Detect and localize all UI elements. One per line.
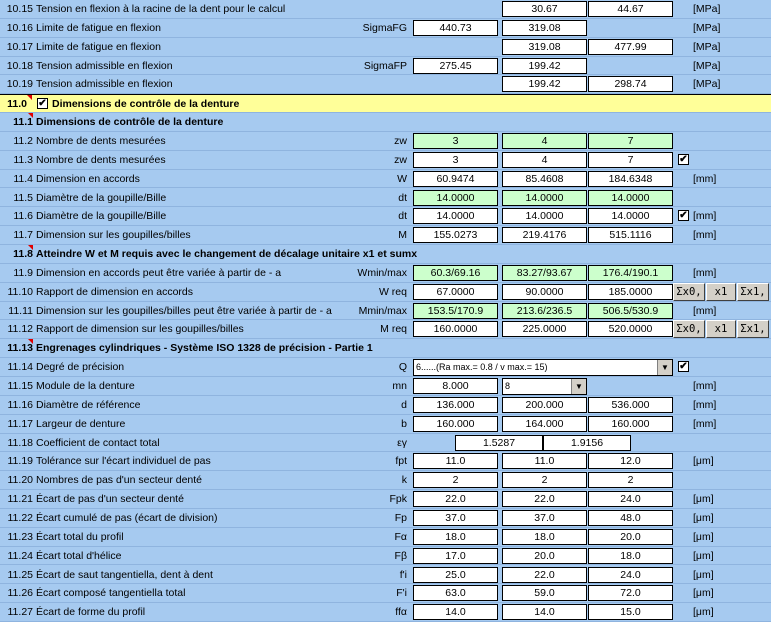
value-cell-3[interactable]: 14.0000	[588, 190, 673, 206]
row-number: 10.15	[6, 3, 33, 15]
value-cell-3[interactable]: 12.0	[588, 453, 673, 469]
row-unit: [μm]	[693, 606, 714, 619]
checkbox[interactable]: ✔	[679, 210, 688, 222]
row-unit: [MPa]	[693, 3, 721, 15]
value-cell-1[interactable]: 37.0	[413, 510, 498, 526]
row-label: Écart total du profil	[36, 530, 124, 543]
value-cell-2[interactable]: 37.0	[502, 510, 587, 526]
row-label: Nombres de pas d'un secteur denté	[36, 474, 203, 487]
value-cell-2[interactable]: 14.0000	[502, 190, 587, 206]
row-label: Rapport de dimension sur les goupilles/billes	[36, 323, 244, 336]
row-unit: [MPa]	[693, 21, 721, 34]
row-symbol: W req	[378, 285, 407, 298]
row-unit: [mm]	[693, 172, 717, 185]
section-checkbox[interactable]: ✔	[38, 98, 47, 110]
value-cell-2[interactable]: 199.42	[502, 76, 587, 92]
table-row	[0, 320, 771, 339]
row-number: 11.15	[7, 380, 33, 392]
sum-x1-button[interactable]: Σx1,	[737, 320, 769, 338]
row-symbol: SigmaFP	[363, 59, 407, 72]
row-unit: [μm]	[693, 493, 714, 506]
table-row	[0, 415, 771, 434]
table-row	[0, 377, 771, 396]
row-number: 11.13	[7, 342, 33, 355]
table-row	[0, 528, 771, 547]
value-cell-2[interactable]: 319.08	[502, 39, 587, 55]
value-cell-1[interactable]: 155.0273	[413, 227, 498, 243]
row-label: Tolérance sur l'écart individuel de pas	[36, 455, 211, 468]
comment-marker	[28, 245, 33, 250]
value-cell-1[interactable]: 160.0000	[413, 321, 498, 337]
value-cell-2[interactable]: 213.6/236.5	[502, 303, 587, 319]
dropdown-value: 6......(Ra max.= 0.8 / v max.= 15)	[416, 362, 548, 373]
row-unit: [μm]	[693, 511, 714, 524]
row-label: Degré de précision	[36, 361, 125, 374]
table-row	[0, 358, 771, 377]
table-row	[0, 0, 771, 19]
row-unit: [mm]	[693, 380, 717, 392]
row-number: 11.19	[7, 455, 33, 468]
value-cell-2[interactable]: 199.42	[502, 58, 587, 74]
row-symbol: εγ	[397, 436, 407, 449]
value-cell-2[interactable]: 164.000	[502, 416, 587, 432]
value-cell-1[interactable]: 2	[413, 472, 498, 488]
value-cell-3[interactable]: 14.0000	[588, 208, 673, 224]
value-cell-2[interactable]: 4	[502, 152, 587, 168]
row-unit: [μm]	[693, 587, 714, 600]
value-cell-3[interactable]: 184.6348	[588, 171, 673, 187]
row-label: Écart composé tangentiella total	[36, 587, 186, 600]
value-cell-1[interactable]: 60.3/69.16	[413, 265, 498, 281]
row-unit: [MPa]	[693, 59, 721, 72]
section-number: 11.0	[7, 98, 27, 111]
chevron-down-icon[interactable]: ▼	[657, 360, 672, 375]
value-cell-2[interactable]: 200.000	[502, 397, 587, 413]
row-number: 11.18	[7, 436, 33, 449]
row-label: Rapport de dimension en accords	[36, 285, 194, 298]
value-cell-3[interactable]: 176.4/190.1	[588, 265, 673, 281]
value-cell-2[interactable]: 22.0	[502, 491, 587, 507]
row-unit: [mm]	[693, 229, 717, 242]
value-cell-3[interactable]: 298.74	[588, 76, 673, 92]
value-cell-2[interactable]: 11.0	[502, 453, 587, 469]
precision-dropdown[interactable]	[413, 359, 673, 376]
value-cell-1[interactable]: 440.73	[413, 20, 498, 36]
row-symbol: Wmin/max	[357, 266, 407, 279]
row-number: 11.27	[7, 606, 33, 619]
value-cell-1[interactable]: 18.0	[413, 529, 498, 545]
table-row	[0, 151, 771, 170]
row-symbol: d	[401, 398, 407, 411]
value-cell-2[interactable]: 225.0000	[502, 321, 587, 337]
row-number: 11.9	[13, 266, 33, 279]
row-label: Écart total d'hélice	[36, 549, 122, 562]
row-symbol: M req	[380, 323, 407, 336]
table-row	[0, 264, 771, 283]
module-dropdown[interactable]	[502, 378, 587, 395]
row-number: 11.26	[7, 587, 33, 600]
row-label: Tension admissible en flexion	[36, 78, 173, 91]
table-row	[0, 19, 771, 38]
row-number: 11.6	[13, 210, 33, 223]
table-row	[0, 452, 771, 471]
sum-x1-button[interactable]: Σx1,	[737, 283, 769, 301]
table-row	[0, 57, 771, 76]
value-cell-2[interactable]: 59.0	[502, 585, 587, 601]
row-number: 11.20	[7, 474, 33, 487]
row-symbol: M	[398, 229, 407, 242]
row-unit: [μm]	[693, 568, 714, 581]
value-cell-3[interactable]: 72.0	[588, 585, 673, 601]
table-row	[0, 38, 771, 57]
row-symbol: F'i	[396, 587, 407, 600]
value-cell-3[interactable]: 18.0	[588, 548, 673, 564]
contact-ratio-2[interactable]: 1.9156	[543, 435, 631, 451]
row-label: Tension en flexion à la racine de la dent pour le calcul	[36, 3, 286, 15]
value-cell-1[interactable]: 60.9474	[413, 171, 498, 187]
row-number: 11.21	[7, 493, 33, 506]
value-cell-1[interactable]: 22.0	[413, 491, 498, 507]
table-row	[0, 584, 771, 603]
row-label: Dimension sur les goupilles/billes	[36, 229, 191, 242]
row-symbol: zw	[394, 153, 407, 166]
row-label: Écart de forme du profil	[36, 606, 146, 619]
value-cell-1[interactable]: 63.0	[413, 585, 498, 601]
value-cell-3[interactable]: 477.99	[588, 39, 673, 55]
row-number: 11.16	[7, 398, 33, 411]
table-row	[0, 547, 771, 566]
chevron-down-icon[interactable]: ▼	[571, 379, 586, 394]
value-cell-2[interactable]: 4	[502, 133, 587, 149]
contact-ratio-1[interactable]: 1.5287	[455, 435, 543, 451]
value-cell-1[interactable]: 275.45	[413, 58, 498, 74]
row-symbol: dt	[398, 191, 407, 204]
value-cell-2[interactable]: 30.67	[502, 1, 587, 17]
section-title: Dimensions de contrôle de la denture	[36, 116, 224, 129]
value-cell-3[interactable]: 20.0	[588, 529, 673, 545]
section-row	[0, 339, 771, 358]
table-row	[0, 566, 771, 585]
value-cell-1[interactable]: 25.0	[413, 567, 498, 583]
row-number: 11.11	[8, 304, 33, 317]
table-row	[0, 189, 771, 208]
section-title: Engrenages cylindriques - Système ISO 1328 de précision - Partie 1	[36, 342, 373, 355]
row-label: Largeur de denture	[36, 417, 126, 430]
value-cell-3[interactable]: 24.0	[588, 567, 673, 583]
table-row	[0, 434, 771, 453]
row-number: 11.24	[7, 549, 33, 562]
row-symbol: f'i	[399, 568, 407, 581]
row-number: 11.4	[13, 172, 33, 185]
value-cell-1[interactable]: 136.000	[413, 397, 498, 413]
value-cell-3[interactable]: 7	[588, 133, 673, 149]
value-cell-1[interactable]: 14.0000	[413, 190, 498, 206]
table-row	[0, 396, 771, 415]
table-row	[0, 132, 771, 151]
table-row	[0, 471, 771, 490]
value-cell-1[interactable]: 11.0	[413, 453, 498, 469]
value-cell-3[interactable]: 48.0	[588, 510, 673, 526]
row-symbol: Mmin/max	[358, 304, 407, 317]
row-unit: [μm]	[693, 455, 714, 468]
table-row	[0, 603, 771, 622]
row-number: 10.16	[6, 21, 33, 34]
value-cell-2[interactable]: 90.0000	[502, 284, 587, 300]
row-unit: [mm]	[693, 266, 717, 279]
row-label: Dimension sur les goupilles/billes peut être variée à partir de - a	[36, 304, 332, 317]
row-number: 10.19	[6, 78, 33, 91]
value-cell-1[interactable]: 14.0000	[413, 208, 498, 224]
row-unit: [μm]	[693, 549, 714, 562]
section-row	[0, 245, 771, 264]
value-cell-1[interactable]: 67.0000	[413, 284, 498, 300]
value-cell-2[interactable]: 219.4176	[502, 227, 587, 243]
table-row	[0, 490, 771, 509]
row-label: Écart de saut tangentiella, dent à dent	[36, 568, 213, 581]
row-symbol: Fβ	[394, 549, 407, 562]
row-symbol: Fpk	[389, 493, 407, 506]
value-cell-2[interactable]: 22.0	[502, 567, 587, 583]
row-number: 11.3	[13, 153, 33, 166]
section-title: Dimensions de contrôle de la denture	[52, 98, 240, 111]
row-symbol: ffα	[395, 606, 407, 619]
row-number: 11.22	[7, 511, 33, 524]
row-label: Diamètre de la goupille/Bille	[36, 210, 167, 223]
value-cell-2[interactable]: 319.08	[502, 20, 587, 36]
row-unit: [mm]	[693, 398, 717, 411]
row-symbol: zw	[394, 134, 407, 147]
dropdown-value: 8	[505, 381, 511, 391]
row-label: Diamètre de référence	[36, 398, 141, 411]
value-cell-2[interactable]: 14.0	[502, 604, 587, 620]
row-unit: [MPa]	[693, 78, 721, 91]
comment-marker	[27, 95, 32, 100]
row-number: 10.17	[6, 40, 33, 53]
section-title: Atteindre W et M requis avec le changement de décalage unitaire x1 et sumx	[36, 248, 418, 261]
value-cell-1[interactable]: 3	[413, 133, 498, 149]
value-cell-2[interactable]: 18.0	[502, 529, 587, 545]
row-label: Module de la denture	[36, 380, 135, 392]
value-cell-1[interactable]: 153.5/170.9	[413, 303, 498, 319]
table-row	[0, 283, 771, 302]
value-cell-1[interactable]: 14.0	[413, 604, 498, 620]
row-label: Dimension en accords	[36, 172, 140, 185]
row-number: 11.23	[7, 530, 33, 543]
value-cell-1[interactable]: 160.000	[413, 416, 498, 432]
row-unit: [μm]	[693, 530, 714, 543]
row-number: 11.10	[7, 285, 33, 298]
table-row	[0, 302, 771, 321]
row-number: 11.14	[7, 361, 33, 374]
row-unit: [mm]	[693, 417, 717, 430]
comment-marker	[28, 339, 33, 344]
value-cell-3[interactable]: 185.0000	[588, 284, 673, 300]
table-row	[0, 170, 771, 189]
row-label: Tension admissible en flexion	[36, 59, 173, 72]
value-cell-2[interactable]: 14.0000	[502, 208, 587, 224]
value-cell-3[interactable]: 160.000	[588, 416, 673, 432]
row-number: 11.17	[7, 417, 33, 430]
row-symbol: W	[397, 172, 407, 185]
section-header-11	[0, 94, 771, 113]
value-cell-1[interactable]: 8.000	[413, 378, 498, 394]
row-number: 10.18	[6, 59, 33, 72]
row-label: Écart cumulé de pas (écart de division)	[36, 511, 218, 524]
table-row	[0, 226, 771, 245]
value-cell-3[interactable]: 44.67	[588, 1, 673, 17]
row-symbol: b	[401, 417, 407, 430]
sum-x0-button[interactable]: Σx0,	[673, 320, 705, 338]
value-cell-3[interactable]: 24.0	[588, 491, 673, 507]
row-number: 11.2	[13, 134, 33, 147]
value-cell-3[interactable]: 515.1116	[588, 227, 673, 243]
value-cell-3[interactable]: 15.0	[588, 604, 673, 620]
row-symbol: fpt	[395, 455, 407, 468]
row-symbol: Q	[398, 361, 407, 374]
value-cell-3[interactable]: 2	[588, 472, 673, 488]
row-number: 11.25	[7, 568, 33, 581]
value-cell-3[interactable]: 7	[588, 152, 673, 168]
value-cell-1[interactable]: 17.0	[413, 548, 498, 564]
row-label: Diamètre de la goupille/Bille	[36, 191, 167, 204]
x1-button[interactable]: x1	[706, 320, 736, 338]
row-unit: [mm]	[693, 210, 717, 223]
row-number: 11.12	[7, 323, 33, 336]
section-row	[0, 113, 771, 132]
row-symbol: Fα	[394, 530, 407, 543]
value-cell-2[interactable]: 20.0	[502, 548, 587, 564]
row-symbol: dt	[398, 210, 407, 223]
row-unit: [MPa]	[693, 40, 721, 53]
row-number: 11.7	[13, 229, 33, 242]
row-label: Coefficient de contact total	[36, 436, 160, 449]
x1-button[interactable]: x1	[706, 283, 736, 301]
checkbox[interactable]: ✔	[679, 153, 688, 165]
value-cell-3[interactable]: 506.5/530.9	[588, 303, 673, 319]
row-number: 11.5	[13, 191, 33, 204]
table-row	[0, 75, 771, 94]
sum-x0-button[interactable]: Σx0,	[673, 283, 705, 301]
value-cell-2[interactable]: 85.4608	[502, 171, 587, 187]
comment-marker	[28, 113, 33, 118]
row-label: Nombre de dents mesurées	[36, 134, 166, 147]
row-unit: [mm]	[693, 304, 717, 317]
row-label: Limite de fatigue en flexion	[36, 21, 161, 34]
row-symbol: Fp	[394, 511, 407, 524]
row-label: Nombre de dents mesurées	[36, 153, 166, 166]
checkbox[interactable]: ✔	[679, 361, 688, 373]
table-row	[0, 207, 771, 226]
row-label: Limite de fatigue en flexion	[36, 40, 161, 53]
table-row	[0, 509, 771, 528]
row-label: Écart de pas d'un secteur denté	[36, 493, 184, 506]
value-cell-1[interactable]: 3	[413, 152, 498, 168]
row-symbol: mn	[392, 380, 407, 392]
row-number: 11.8	[13, 248, 33, 261]
row-symbol: SigmaFG	[362, 21, 407, 34]
row-label: Dimension en accords peut être variée à partir de - a	[36, 266, 282, 279]
row-number: 11.1	[13, 116, 33, 129]
value-cell-3[interactable]: 536.000	[588, 397, 673, 413]
row-symbol: k	[401, 474, 407, 487]
value-cell-2[interactable]: 2	[502, 472, 587, 488]
value-cell-3[interactable]: 520.0000	[588, 321, 673, 337]
value-cell-2[interactable]: 83.27/93.67	[502, 265, 587, 281]
